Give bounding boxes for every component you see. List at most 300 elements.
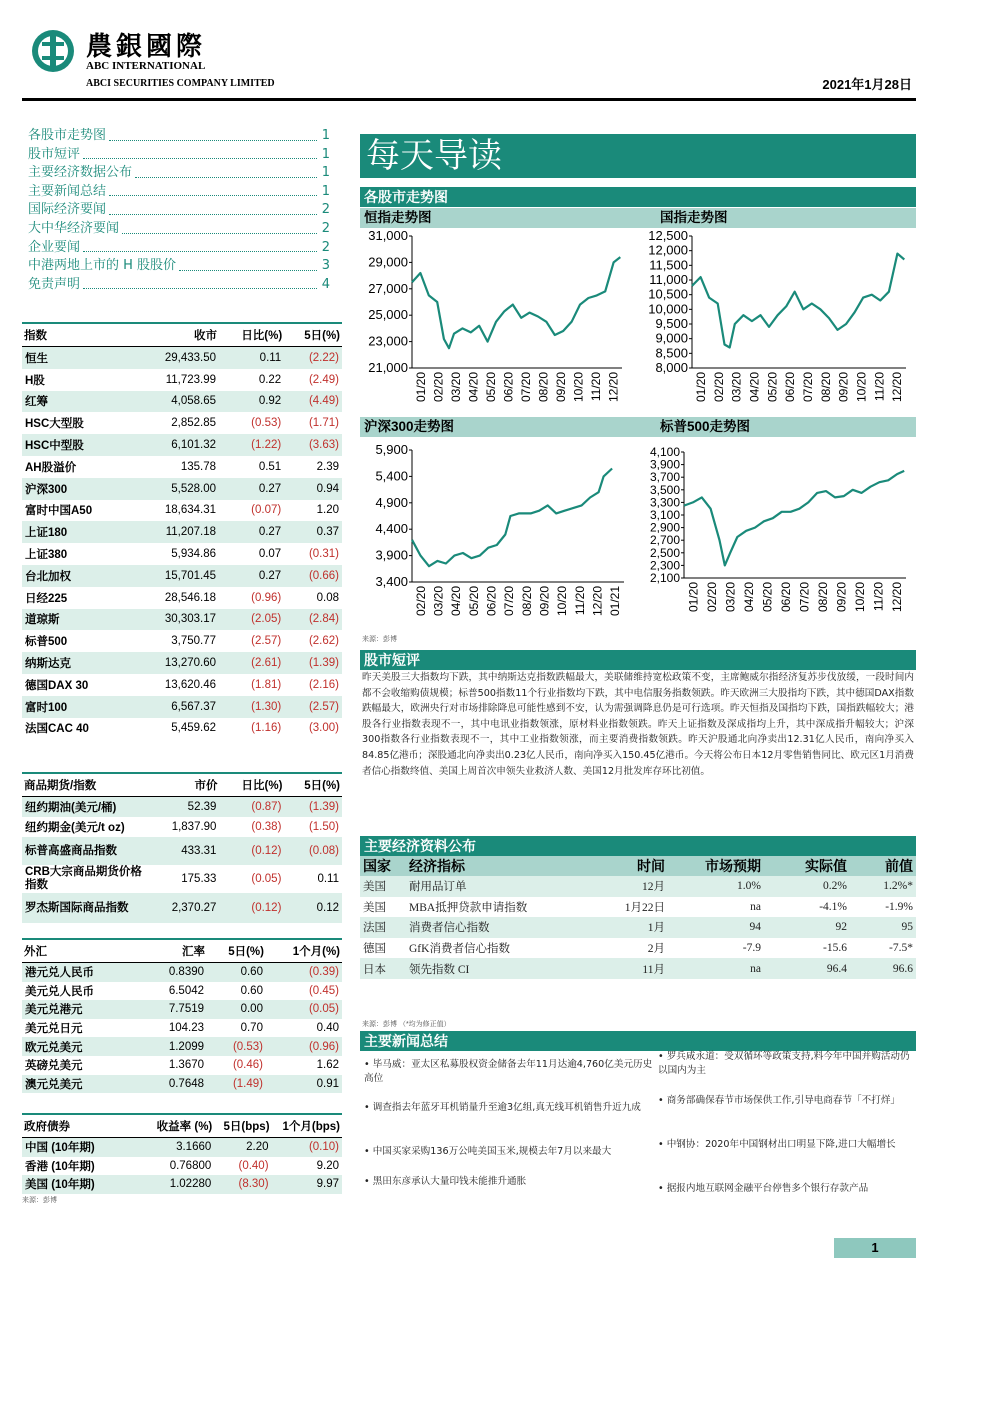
cell-value: (2.16) [308, 678, 339, 691]
col-header: 指数 [22, 323, 136, 347]
y-tick-label: 3,100 [649, 508, 680, 522]
x-tick-label: 07/20 [800, 372, 815, 403]
cell-value: na [668, 958, 764, 979]
cell-value: 6,101.32 [136, 434, 219, 456]
cell-value: 0.60 [240, 984, 263, 997]
cell-value: 0.12 [284, 893, 342, 923]
y-tick-label: 3,700 [649, 470, 680, 485]
charts-source-note: 来源：彭博 [362, 636, 397, 643]
table-row [22, 391, 342, 413]
table-row [22, 434, 342, 456]
company-name: ABCI SECURITIES COMPANY LIMITED [86, 78, 275, 89]
cell-value: 0.91 [266, 1075, 342, 1094]
table-row [22, 1175, 342, 1194]
toc-item-label: 免责声明 [28, 276, 81, 292]
cell-value: 96.4 [764, 958, 850, 979]
col-header: 前值 [850, 856, 916, 876]
row-label: 台北加权 [22, 565, 136, 587]
cell-value: (0.38) [251, 821, 282, 833]
cell-value: 4,058.65 [136, 391, 219, 413]
x-tick-label: 08/20 [815, 582, 830, 613]
row-label: 美国 (10年期) [22, 1175, 146, 1194]
row-label: 美元兑港元 [22, 1000, 146, 1019]
x-tick-label: 06/20 [783, 372, 798, 403]
cell-value: (0.12) [219, 893, 284, 923]
toc-item[interactable] [28, 239, 330, 258]
cell-value: 1.2099 [146, 1037, 207, 1056]
cell-value: (0.39) [266, 963, 342, 982]
x-tick-label: 11/20 [572, 586, 587, 616]
row-label: 德国DAX 30 [25, 679, 89, 692]
cell-value: 0.8390 [146, 963, 207, 982]
toc-dot-leader [83, 239, 317, 253]
econ-data-table [360, 856, 916, 979]
y-tick-label: 3,900 [375, 547, 408, 563]
toc-item-label: 各股市走势图 [28, 128, 107, 143]
cell-value: -1.9% [885, 900, 913, 913]
table-row [22, 456, 342, 478]
cell-value: (0.05) [266, 1000, 342, 1019]
row-label: 纽约期金(美元/t oz) [25, 822, 125, 834]
news-item: • 罗兵咸永道：受双循环等政策支持,料今年中国并购活动仍以国内为主 [658, 1051, 910, 1076]
table-row [22, 696, 342, 718]
table-row [22, 1019, 342, 1038]
cell-value: (1.22) [219, 434, 284, 456]
cell-value: GfK消费者信心指数 [409, 943, 510, 956]
cell-value: 11,723.99 [165, 373, 217, 386]
y-tick-label: 8,500 [655, 345, 688, 361]
x-tick-label: 02/20 [711, 372, 726, 403]
y-tick-label: 11,500 [649, 257, 688, 273]
market-commentary: 昨天美股三大指数均下跌，其中纳斯达克指数跌幅最大，美联储维持宽松政策不变，主席鲍威尔指经济复苏步伐放缓，一段时间内都不会收缩购债规模；标普500指数11个行业指数均下跌，其中电信服务指数领跌。昨天欧洲三大股指均下跌，其中德国DAX指数跌幅最大，欧洲央行对市场排除降息可能性感到不安，认为需强调降息仍是可行选项。昨天恒指及国指均下跌，国指跌幅较大；港股各行业指数表现不一，其中电讯业指数领涨，原材料业指数领跌。昨天上证指数及深成指均上升，其中深成指升幅较大；沪深300指数各行业指数表现不一，其中工业指数领涨，而主要消费指数领跌。昨天沪股通北向净卖出12.31亿人民币，南向净买入84.85亿港币；深股通北向净卖出0.23亿人民币，南向净买入150.45亿港币。今天将公布日本12月零售销售同比、欧元区1月消费者信心指数终值、美国上周首次申领失业救济人数、美国12月批发库存环比初值。 [362, 672, 914, 777]
x-tick-label: 03/20 [729, 372, 744, 403]
y-tick-label: 2,300 [649, 558, 680, 573]
x-tick-label: 01/21 [608, 586, 623, 617]
x-tick-label: 09/20 [553, 372, 568, 403]
x-tick-label: 06/20 [778, 582, 793, 613]
news-item: • 调查指去年蓝牙耳机销量升至逾3亿组,真无线耳机销售升近九成 [364, 1102, 641, 1113]
cell-value: 2,852.85 [171, 417, 217, 430]
toc-item-label: 国际经济要闻 [28, 202, 107, 218]
table-row [360, 876, 916, 897]
table-row [22, 609, 342, 631]
cell-value: 0.70 [240, 1022, 263, 1035]
cell-value: 0.27 [219, 565, 284, 587]
row-label: 上证180 [22, 521, 136, 543]
table-row [22, 893, 342, 923]
cell-value: (0.66) [284, 565, 342, 587]
cell-value: 52.39 [146, 797, 219, 818]
header-divider [22, 98, 916, 101]
cell-value: -4.1% [819, 900, 847, 913]
y-tick-label: 5,900 [375, 442, 408, 457]
series-line [684, 471, 904, 566]
cell-value: (0.53) [207, 1037, 266, 1056]
y-tick-label: 31,000 [368, 228, 408, 243]
y-tick-label: 12,500 [648, 228, 688, 243]
series-line [412, 257, 620, 348]
x-tick-label: 04/20 [449, 586, 464, 617]
cell-value: MBA抵押贷款申请指数 [409, 901, 528, 914]
cell-value: 95 [850, 917, 916, 938]
x-tick-label: 12/20 [889, 582, 904, 613]
toc-item-page: 3 [321, 258, 330, 274]
cell-value: (0.96) [266, 1037, 342, 1056]
table-of-contents [28, 127, 330, 294]
cell-value: (0.31) [308, 548, 339, 561]
x-tick-label: 01/20 [413, 372, 428, 403]
toc-dot-leader [135, 164, 317, 178]
table-row [22, 1056, 342, 1075]
table-row [22, 347, 342, 369]
table-row [22, 1000, 342, 1019]
cell-value: (0.40) [238, 1159, 269, 1172]
cell-value: 94 [668, 917, 764, 938]
table-row [22, 1138, 342, 1157]
cell-value: 15,701.45 [136, 565, 219, 587]
col-header: 市场预期 [668, 856, 764, 876]
cell-value: (8.30) [214, 1175, 271, 1194]
cell-value: 0.40 [316, 1022, 339, 1035]
x-tick-label: 10/20 [571, 372, 586, 403]
cell-value: 0.92 [219, 391, 284, 413]
table-row [22, 963, 342, 982]
abc-logo-icon [30, 28, 76, 74]
chart-title-hsi: 恒指走势图 [360, 208, 656, 228]
y-tick-label: 29,000 [368, 254, 408, 270]
cell-value: 耐用品订单 [406, 876, 602, 897]
cell-value: (0.08) [284, 837, 342, 865]
cell-value: 消费者信心指数 [406, 917, 602, 938]
cell-value: 日本 [360, 958, 406, 979]
cell-value: 11,207.18 [136, 521, 219, 543]
table-row [22, 652, 342, 674]
x-tick-label: 08/20 [536, 372, 551, 403]
toc-item-page: 1 [321, 165, 330, 181]
cell-value: (2.57) [251, 635, 282, 648]
col-header: 日比(%) [219, 773, 284, 797]
col-header: 5日(bps) [214, 1114, 271, 1138]
toc-item-label: 主要新闻总结 [28, 183, 107, 199]
y-tick-label: 4,400 [375, 521, 408, 537]
y-tick-label: 5,400 [375, 468, 408, 484]
cell-value: 0.11 [219, 347, 284, 369]
charts-section-title: 各股市走势图 [360, 187, 916, 207]
y-tick-label: 4,900 [375, 494, 408, 510]
y-tick-label: 3,400 [375, 574, 408, 589]
x-tick-label: 03/20 [448, 372, 463, 403]
cell-value: 1.20 [316, 504, 339, 517]
x-tick-label: 04/20 [741, 582, 756, 613]
cell-value: -7.9 [742, 942, 761, 955]
x-tick-label: 05/20 [466, 586, 481, 617]
cell-value: 5,934.86 [171, 548, 217, 561]
x-tick-label: 06/20 [484, 586, 499, 617]
row-label: 富时中国A50 [25, 505, 93, 518]
cell-value: (2.61) [219, 652, 284, 674]
table-row [22, 1037, 342, 1056]
cell-value: (3.00) [308, 722, 339, 735]
cell-value: (0.53) [251, 417, 282, 430]
brand-name-en: ABC INTERNATIONAL [86, 60, 206, 72]
y-tick-label: 21,000 [368, 360, 408, 375]
toc-item-page: 1 [321, 183, 330, 199]
cell-value: 领先指数 CI [406, 958, 602, 979]
cell-value: 德国 [363, 943, 386, 956]
cell-value: (2.57) [284, 696, 342, 718]
toc-item-page: 4 [321, 276, 330, 292]
y-tick-label: 27,000 [368, 280, 408, 296]
col-header: 政府债券 [22, 1114, 146, 1138]
row-label: 标普高盛商品指数 [22, 837, 146, 865]
cell-value: (3.63) [284, 434, 342, 456]
table-row [22, 718, 342, 740]
y-tick-label: 9,500 [655, 316, 688, 331]
row-label: HSC中型股 [22, 434, 136, 456]
cell-value: (1.81) [251, 678, 282, 691]
brand-name-cn: 農銀國際 [86, 32, 207, 62]
cell-value: (0.46) [232, 1059, 263, 1072]
cell-value: 0.94 [284, 478, 342, 500]
x-tick-label: 10/20 [852, 582, 867, 613]
row-label: 沪深300 [22, 478, 136, 500]
y-tick-label: 12,000 [648, 242, 688, 258]
y-tick-label: 2,500 [649, 545, 680, 560]
cell-value: 92 [764, 917, 850, 938]
x-tick-label: 05/20 [765, 372, 780, 403]
toc-item[interactable] [28, 146, 330, 165]
toc-item-label: 大中华经济要闻 [28, 220, 120, 236]
x-tick-label: 01/20 [686, 582, 701, 613]
cell-value: 30,303.17 [136, 609, 219, 631]
cell-value: 0.11 [317, 873, 339, 885]
x-tick-label: 09/20 [537, 586, 552, 617]
cell-value: 7.7519 [146, 1000, 207, 1019]
row-label: 欧元兑美元 [22, 1037, 146, 1056]
table-row [22, 543, 342, 565]
toc-item[interactable] [28, 201, 330, 220]
x-tick-label: 11/20 [871, 582, 886, 612]
col-header: 5日(%) [284, 773, 342, 797]
row-label: 罗杰斯国际商品指数 [22, 893, 146, 923]
x-tick-label: 09/20 [834, 582, 849, 613]
x-tick-label: 05/20 [483, 372, 498, 403]
toc-dot-leader [83, 276, 317, 290]
x-tick-label: 02/20 [413, 586, 428, 617]
table-row [22, 478, 342, 500]
econ-source-note: 来源：彭博 （*均为修正值） [362, 1021, 451, 1028]
col-header: 5日(%) [207, 939, 266, 963]
cell-value: 433.31 [146, 837, 219, 865]
cell-value: (0.45) [308, 984, 339, 997]
y-tick-label: 2,700 [649, 533, 680, 548]
col-header: 市价 [146, 773, 219, 797]
toc-item-page: 2 [321, 202, 330, 218]
toc-dot-leader [109, 201, 317, 215]
toc-dot-leader [179, 257, 317, 271]
col-header: 汇率 [146, 939, 207, 963]
cell-value: (1.30) [219, 696, 284, 718]
toc-item[interactable] [28, 257, 330, 276]
toc-item-page: 2 [321, 239, 330, 255]
col-header: 国家 [360, 856, 406, 876]
x-tick-label: 01/20 [693, 372, 708, 403]
table-row [22, 587, 342, 609]
x-tick-label: 04/20 [466, 372, 481, 403]
cell-value: 0.22 [258, 373, 282, 386]
x-tick-label: 10/20 [854, 372, 869, 403]
col-header: 1个月(%) [266, 939, 342, 963]
cell-value: (2.49) [308, 373, 339, 386]
table-row [22, 837, 342, 865]
toc-item-label: 企业要闻 [28, 239, 81, 255]
table-row [22, 865, 342, 893]
cell-value: 2.20 [214, 1138, 271, 1157]
x-tick-label: 07/20 [518, 372, 533, 403]
col-header: 收市 [136, 323, 219, 347]
x-tick-label: 03/20 [431, 586, 446, 617]
col-header: 经济指标 [406, 856, 602, 876]
toc-item-label: 主要经济数据公布 [28, 165, 133, 181]
table-row [22, 630, 342, 652]
news-item: • 据报内地互联网金融平台停售多个银行存款产品 [658, 1183, 869, 1194]
cell-value: 11月 [602, 958, 668, 979]
toc-dot-leader [83, 146, 317, 160]
cell-value: 3.1660 [146, 1138, 214, 1157]
page-number: 1 [834, 1238, 916, 1258]
cell-value: (0.10) [272, 1138, 342, 1157]
x-tick-label: 02/20 [431, 372, 446, 403]
toc-item[interactable] [28, 183, 330, 202]
source-note: 来源：彭博 [22, 1197, 57, 1204]
y-tick-label: 11,000 [649, 272, 688, 287]
cell-value: 0.07 [258, 548, 282, 561]
cell-value: 6.5042 [168, 984, 205, 997]
x-tick-label: 12/20 [890, 372, 905, 403]
toc-item-page: 1 [321, 146, 330, 162]
col-header: 时间 [602, 856, 668, 876]
row-label: 美元兑人民币 [25, 985, 94, 998]
page-title: 每天导读 [360, 134, 916, 178]
table-row [22, 674, 342, 696]
cell-value: (1.39) [284, 652, 342, 674]
toc-item[interactable] [28, 276, 330, 295]
table-row [360, 938, 916, 959]
table-row [22, 500, 342, 522]
cell-value: 1.2%* [850, 876, 916, 897]
table-row [22, 1075, 342, 1094]
row-label: 日经225 [25, 592, 68, 605]
cell-value: 1.62 [316, 1059, 339, 1072]
table-row [360, 897, 916, 918]
cell-value: 13,620.46 [164, 678, 217, 691]
cell-value: (0.87) [219, 797, 284, 818]
cell-value: 法国 [360, 917, 406, 938]
cell-value: -7.5* [889, 942, 913, 955]
toc-item[interactable] [28, 220, 330, 239]
cell-value: 0.08 [316, 591, 339, 604]
toc-item-page: 1 [321, 128, 330, 143]
row-label: 纽约期油(美元/桶) [22, 797, 146, 818]
cell-value: 9.20 [316, 1159, 339, 1172]
cell-value: 12月 [602, 876, 668, 897]
cell-value: 18,634.31 [164, 504, 217, 517]
cell-value: 13,270.60 [136, 652, 219, 674]
col-header: 外汇 [22, 939, 146, 963]
toc-dot-leader [109, 127, 317, 141]
col-header: 1个月(bps) [272, 1114, 342, 1138]
x-tick-label: 08/20 [519, 586, 534, 617]
cell-value: 5,528.00 [136, 478, 219, 500]
bonds-table [22, 1113, 342, 1194]
x-tick-label: 07/20 [502, 586, 517, 617]
cell-value: 1,837.90 [171, 821, 217, 833]
cell-value: 6,567.37 [136, 696, 219, 718]
y-tick-label: 3,500 [649, 482, 680, 497]
col-header: 日比(%) [219, 323, 284, 347]
cell-value: 0.27 [219, 521, 284, 543]
hscei-line-chart [648, 228, 916, 416]
x-tick-label: 04/20 [747, 372, 762, 403]
row-label: 英磅兑美元 [25, 1060, 83, 1073]
cell-value: (2.05) [219, 609, 284, 631]
cell-value: 135.78 [180, 460, 217, 473]
cell-value: 1.0% [668, 876, 764, 897]
x-tick-label: 12/20 [590, 586, 605, 617]
csi300-line-chart [360, 440, 656, 630]
cell-value: 9.97 [272, 1175, 342, 1194]
cell-value: (2.84) [284, 609, 342, 631]
cell-value: 96.6 [850, 958, 916, 979]
table-row [22, 982, 342, 1001]
cell-value: (1.49) [207, 1075, 266, 1094]
cell-value: 28,546.18 [164, 591, 217, 604]
series-line [692, 254, 904, 348]
y-tick-label: 3,300 [649, 495, 680, 510]
toc-item-label: 中港两地上市的 H 股股价 [28, 258, 177, 274]
cell-value: 1月22日 [624, 901, 665, 914]
series-line [412, 469, 612, 567]
cell-value: 0.7648 [146, 1075, 207, 1094]
x-tick-label: 11/20 [588, 372, 603, 402]
cell-value: 0.27 [219, 478, 284, 500]
report-date: 2021年1月28日 [822, 77, 912, 92]
row-label: 上证380 [25, 549, 68, 562]
toc-item[interactable] [28, 127, 330, 146]
cell-value: 美国 [363, 901, 386, 914]
toc-item[interactable] [28, 164, 330, 183]
news-item: • 毕马威：亚太区私募股权资金储备去年11月达逾4,760亿美元历史高位 [364, 1059, 653, 1084]
y-tick-label: 9,000 [655, 330, 688, 346]
cell-value: 0.37 [284, 521, 342, 543]
row-label: 红筹 [22, 391, 136, 413]
news-section-title: 主要新闻总结 [360, 1031, 916, 1051]
table-row [22, 412, 342, 434]
cell-value: 0.76800 [169, 1159, 212, 1172]
x-tick-label: 08/20 [818, 372, 833, 403]
cell-value: (1.50) [308, 821, 339, 833]
row-label: H股 [25, 374, 45, 387]
chart-title-sp500: 标普500走势图 [656, 417, 916, 437]
row-label: 纳斯达克 [22, 652, 136, 674]
cell-value: 0.51 [258, 460, 282, 473]
table-row [22, 1157, 342, 1176]
toc-item-label: 股市短评 [28, 146, 81, 162]
cell-value: (1.16) [251, 722, 282, 735]
cell-value: (1.71) [308, 417, 339, 430]
y-tick-label: 2,900 [649, 520, 680, 535]
row-label: 道琼斯 [22, 609, 136, 631]
